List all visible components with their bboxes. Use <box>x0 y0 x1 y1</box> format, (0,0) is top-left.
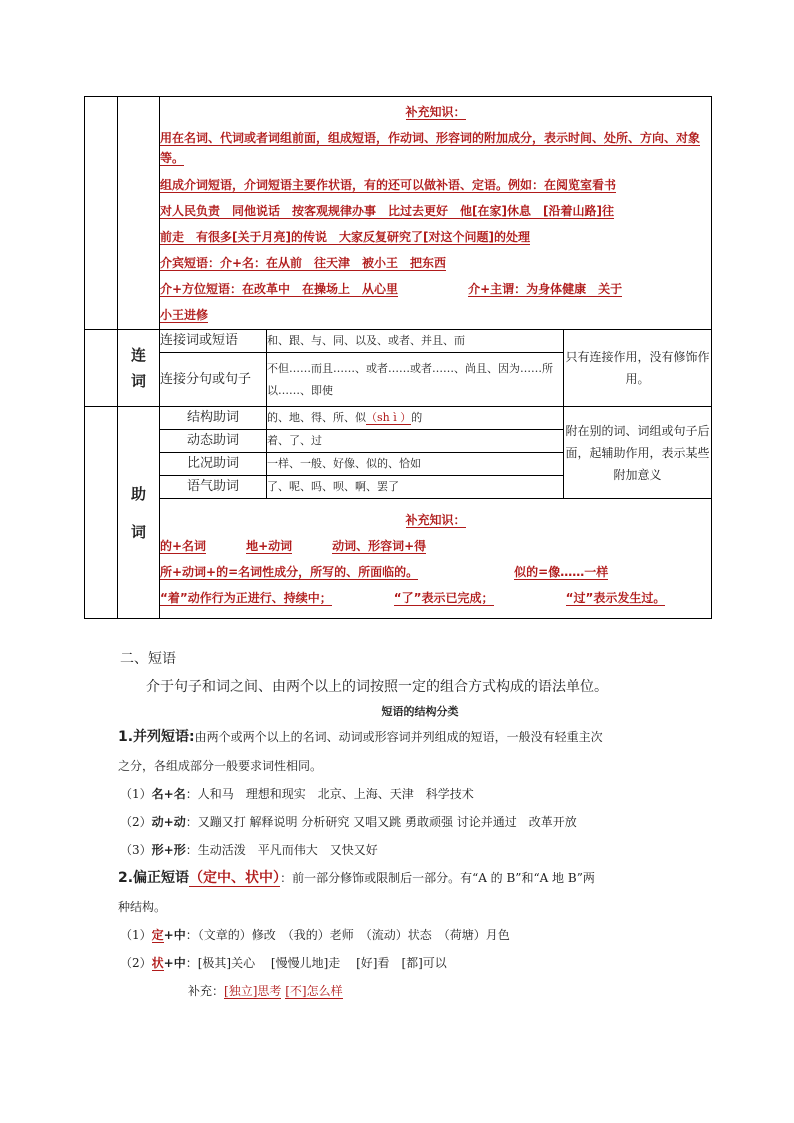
item2-line: （1）定+中：（文章的）修改 （我的）老师 （流动）状态 （荷塘）月色 <box>120 928 510 942</box>
item1-line: （2）动+动：又蹦又打 解释说明 分析研究 又唱又跳 勇敢顽强 讨论并通过 改革开放 <box>120 815 577 829</box>
lianci-label: 连 词 <box>118 330 160 407</box>
item2-line: （2）状+中：[极其]关心 [慢慢儿地]走 [好]看 [都]可以 <box>120 956 447 970</box>
lianci-sub: 连接词或短语 <box>160 330 267 353</box>
grammar-table <box>84 96 712 619</box>
supp-line: 前走 有很多[关于月亮]的传说 大家反复研究了[对这个问题]的处理 <box>160 229 530 244</box>
item1-line: （1）名+名：人和马 理想和现实 北京、上海、天津 科学技术 <box>120 787 474 801</box>
item2-desc2: 种结构。 <box>118 900 167 914</box>
prep-supplement <box>160 97 712 330</box>
supp-line: 小王进修 <box>160 307 209 322</box>
supp-line: 介+方位短语：在改革中 在操场上 从心里 <box>160 281 399 296</box>
zhuci-words: 了、呢、吗、呗、啊、罢了 <box>267 476 564 499</box>
zhuci-function: 附在别的词、词组或句子后面，起辅助作用，表示某些附加意义 <box>564 407 712 499</box>
zhuci-sub: 结构助词 <box>160 407 267 430</box>
blank-cell <box>85 407 118 619</box>
zhuci-sub: 比况助词 <box>160 453 267 476</box>
section-intro: 介于句子和词之间、由两个以上的词按照一定的组合方式构成的语法单位。 <box>146 679 608 695</box>
section-heading: 二、短语 <box>120 651 176 667</box>
item2-desc: 2.偏正短语（定中、状中）：前一部分修饰或限制后一部分。有“A 的 B”和“A 地 B”两 <box>118 870 595 886</box>
phrase-section <box>120 645 720 1005</box>
item2-supplement: 补充：[独立]思考 [不]怎么样 <box>188 984 343 998</box>
zhuci-label: 助 词 <box>118 407 160 619</box>
pinyin-note: （sh ì ） <box>366 411 412 424</box>
lianci-words: 和、跟、与、同、以及、或者、并且、而 <box>267 330 564 353</box>
zhuci-sub: 语气助词 <box>160 476 267 499</box>
supp-line: 组成介词短语，介词短语主要作状语，有的还可以做补语、定语。例如：在阅览室看书 <box>160 177 617 192</box>
supp-line: 等。 <box>160 150 185 165</box>
zhuci-supplement: 补充知识： 的+名词 地+动词 动词、形容词+得 所+动词+的=名词性成分，所写的、所面临的。 似的=像……一样 “着”动作行为正进行、持续中； “了”表示已完成； “过”表示发生过。 <box>160 499 712 619</box>
lianci-function: 只有连接作用，没有修饰作用。 <box>564 330 712 407</box>
lianci-words: 不但……而且……、或者……或者……、尚且、因为……所以……、即使 <box>267 353 564 407</box>
blank-cell <box>85 97 118 330</box>
zhuci-words: 一样、一般、好像、似的、恰如 <box>267 453 564 476</box>
zhuci-words: 的、地、得、所、似（sh ì ）的 <box>267 407 564 430</box>
supp-line: 介+主谓：为身体健康 关于 <box>468 281 623 296</box>
supp-line: 对人民负责 同他说话 按客观规律办事 比过去更好 他[在家]休息 [沿着山路]往 <box>160 203 614 218</box>
lianci-sub: 连接分句或句子 <box>160 353 267 407</box>
item1-desc: 1.并列短语:由两个或两个以上的名词、动词或形容词并列组成的短语，一般没有轻重主次 <box>118 729 603 745</box>
zhuci-sub: 动态助词 <box>160 430 267 453</box>
supp-line: 介宾短语：介+名：在从前 往天津 被小王 把东西 <box>160 255 447 270</box>
zhuci-words: 着、了、过 <box>267 430 564 453</box>
item1-line: （3）形+形：生动活泼 平凡而伟大 又快又好 <box>120 843 378 857</box>
supplement-title: 补充知识： <box>405 512 466 527</box>
supp-line: 用在名词、代词或者词组前面，组成短语，作动词、形容词的附加成分，表示时间、处所、方向、对象 <box>160 130 701 145</box>
section-subtitle: 短语的结构分类 <box>381 705 459 718</box>
supplement-title: 补充知识： <box>405 104 466 119</box>
blank-cell <box>85 330 118 407</box>
item1-desc2: 之分，各组成部分一般要求词性相同。 <box>118 759 323 773</box>
blank-cell <box>118 97 160 330</box>
